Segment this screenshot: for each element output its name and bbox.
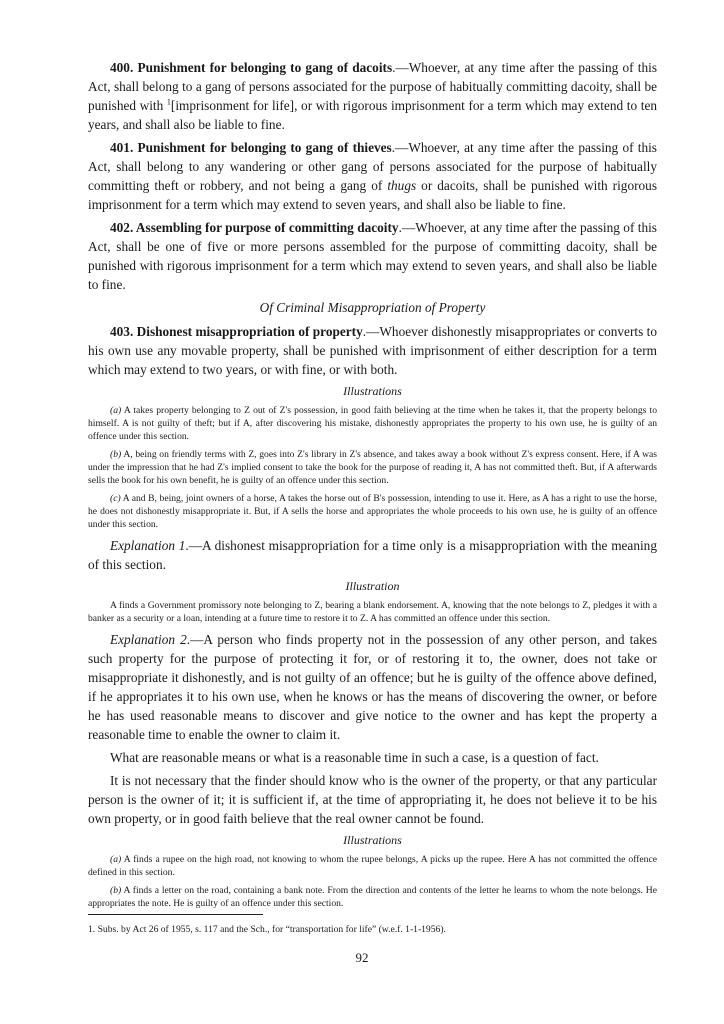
illustration-single: A finds a Government promissory note belonging to Z, bearing a blank endorsement. A, knowing that the note belongs to Z, pledges it with a banker as a security or a loan, intending at a future time to restore it to Z. A has committed an offence under this section. [88,600,657,624]
section-400-heading: 400. Punishment for belonging to gang of dacoits [110,60,393,75]
illustration-a [88,404,657,443]
illustration-label: (a) [110,854,122,865]
section-401-text-cont: or dacoits, shall be punished with rigorous imprisonment for a term which may extend to seven years, and shall also be liable to fine. [88,178,657,212]
illustrations-2-heading: Illustrations [343,833,402,847]
illustration-text: A finds a rupee on the high road, not knowing to whom the rupee belongs, A picks up the rupee. Here A has not committed the offence defined in this section. [88,854,657,878]
explanation-2-label: Explanation 2 [110,632,187,647]
illustration-label: (c) [110,493,121,504]
illustration-c [88,492,657,531]
illustration-b [88,448,657,487]
illustration-text: A and B, being, joint owners of a horse, A takes the horse out of B's possession, intending to use it. Here, as A has a right to use the horse, he does not dishonestly misappropriate it. But, if A sells the horse and appropriates the whole proceeds to his own use, he is guilty of an offence under this section. [88,493,657,530]
illustrations-heading: Illustrations [343,384,402,398]
illustration-text: A, being on friendly terms with Z, goes into Z's library in Z's absence, and takes away a book without Z's express consent. Here, if A was under the impression that he had Z's implied consent to take the book for the purpose of reading it, A has not committed theft. But, if A afterwards sells the book for his own benefit, he is guilty of an offence under this section. [88,449,657,486]
section-402-text: .—Whoever, at any time after the passing of this Act, shall be one of five or more persons assembled for the purpose of committing dacoity, shall be punished with rigorous imprisonment for a term which may extend to seven years, and shall also be liable to fine. [88,220,657,292]
illustration-text: A finds a letter on the road, containing a bank note. From the direction and contents of the letter he learns to whom the note belongs. He appropriates the note. He is guilty of an offence under this section. [88,885,657,909]
document-body [88,58,657,915]
chapter-heading: Of Criminal Misappropriation of Property [259,300,486,315]
section-403-heading: 403. Dishonest misappropriation of property [110,324,363,339]
explanation-2 [88,630,657,744]
section-400-text: .—Whoever, at any time after the passing of this Act, shall belong to a gang of persons associated for the purpose of habitually committing dacoity, shall be punished with [88,60,657,113]
section-401-italic-term: thugs [387,178,417,193]
section-400 [88,58,657,134]
illustration-2-a [88,853,657,879]
illustration-label: (b) [110,885,122,896]
footnote-divider [88,914,263,915]
section-401 [88,138,657,214]
footnote: 1. Subs. by Act 26 of 1955, s. 117 and the Sch., for “transportation for life” (w.e.f. 1-1-1956). [88,924,446,935]
explanation-1-text: .—A dishonest misappropriation for a time only is a misappropriation with the meaning of this section. [88,538,657,572]
section-402-heading: 402. Assembling for purpose of committing dacoity [110,220,399,235]
illustration-label: (a) [110,405,122,416]
section-403 [88,322,657,379]
page-number: 92 [355,950,369,965]
section-401-heading: 401. Punishment for belonging to gang of thieves [110,140,392,155]
section-402 [88,218,657,294]
footnote-marker[interactable]: 1 [166,97,171,107]
reasonable-means-paragraph: What are reasonable means or what is a reasonable time in such a case, is a question of fact. [110,750,599,765]
explanation-2-text: .—A person who finds property not in the possession of any other person, and takes such property for the purpose of protecting it for, or of restoring it to, the owner, does not take or misappropriate it dishonestly, and is not guilty of an offence; but he is guilty of the offence above defined, if he appropriates it to his own use, when he knows or has the means of discovering the owner, or before he has used reasonable means to discover and give notice to the owner and has kept the property a reasonable time to enable the owner to claim it. [88,632,657,742]
illustration-heading: Illustration [345,579,400,593]
section-400-text-cont: [imprisonment for life], or with rigorous imprisonment for a term which may extend to ten years, and shall also be liable to fine. [88,98,657,132]
finder-paragraph: It is not necessary that the finder should know who is the owner of the property, or that any particular person is the owner of it; it is sufficient if, at the time of appropriating it, he does not believe it to be his own property, or in good faith believe that the real owner cannot be found. [88,773,657,826]
section-403-text: .—Whoever dishonestly misappropriates or converts to his own use any movable property, shall be punished with imprisonment of either description for a term which may extend to two years, or with fine, or with both. [88,324,657,377]
explanation-1 [88,536,657,574]
explanation-1-label: Explanation 1 [110,538,186,553]
section-401-text: .—Whoever, at any time after the passing of this Act, shall belong to any wandering or other gang of persons associated for the purpose of habitually committing theft or robbery, and not being a gang of [88,140,657,193]
illustration-label: (b) [110,449,122,460]
illustration-text: A takes property belonging to Z out of Z's possession, in good faith believing at the time when he takes it, that the property belongs to himself. A is not guilty of theft; but if A, after discovering his mistake, dishonestly appropriates the property to his own use, he is guilty of an offence under this section. [88,405,657,442]
illustration-2-b [88,884,657,910]
